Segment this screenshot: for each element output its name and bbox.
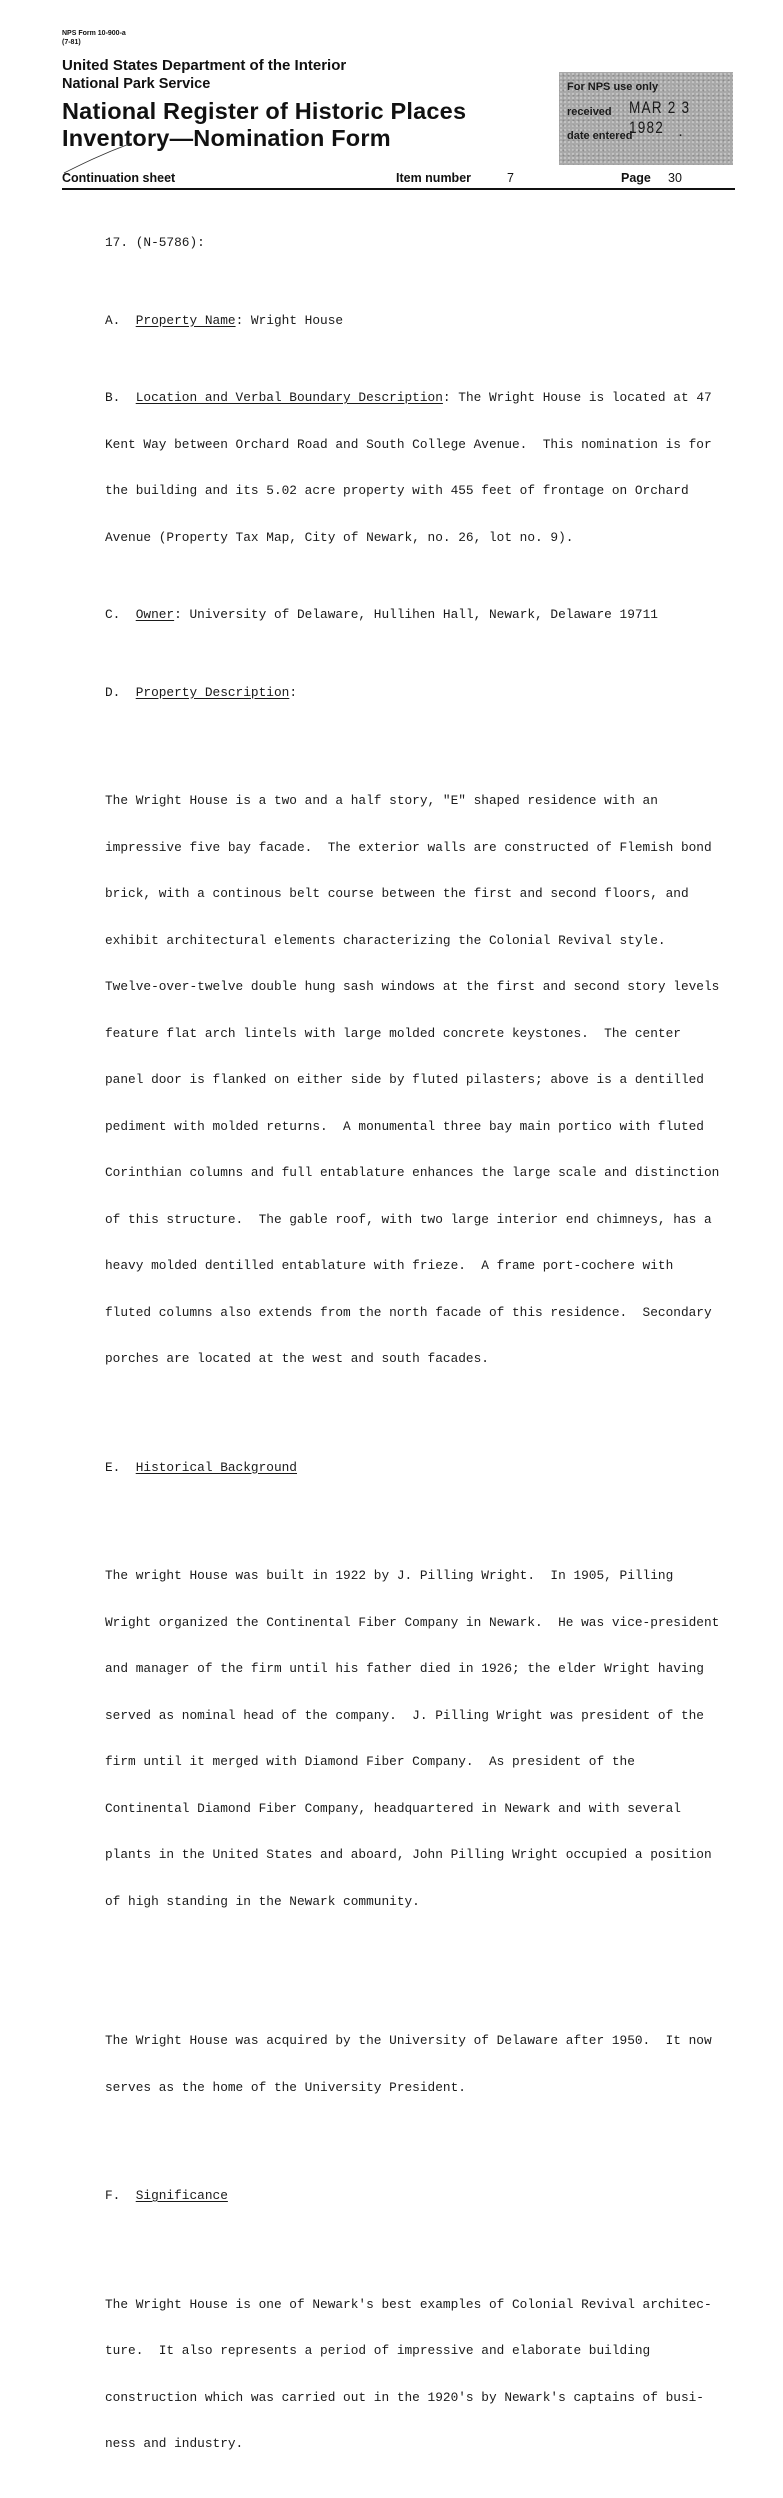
property-description-paragraph xyxy=(105,762,745,1398)
section-heading: Location and Verbal Boundary Description xyxy=(135,390,443,405)
document-body xyxy=(105,204,745,2498)
section-letter: F. xyxy=(105,2188,136,2203)
body-line: Continental Diamond Fiber Company, headquartered in Newark and with several xyxy=(105,1800,681,1816)
page-label: Page xyxy=(621,171,651,185)
body-line: Avenue (Property Tax Map, City of Newark, no. 26, lot no. 9). xyxy=(105,529,574,545)
body-line: Corinthian columns and full entablature enhances the large scale and distinction xyxy=(105,1165,720,1180)
body-line: construction which was carried out in the 1920's by Newark's captains of busi- xyxy=(105,2389,704,2405)
form-number xyxy=(62,29,126,47)
body-line: plants in the United States and aboard, John Pilling Wright occupied a position xyxy=(105,1847,712,1862)
section-heading: Property Description xyxy=(135,684,290,700)
continuation-sheet-label: Continuation sheet xyxy=(62,171,176,185)
body-line: serves as the home of the University President. xyxy=(105,2079,466,2095)
item-number-value: 7 xyxy=(507,171,514,185)
body-line: ness and industry. xyxy=(105,2436,244,2451)
body-line: impressive five bay facade. The exterior walls are constructed of Flemish bond xyxy=(105,839,712,855)
nps-use-stamp-box xyxy=(559,72,733,165)
received-date-stamp: MAR 2 3 1982 xyxy=(629,98,691,137)
section-letter: D. xyxy=(105,684,136,700)
date-entered-mark: · xyxy=(679,130,683,142)
body-line: of this structure. The gable roof, with two large interior end chimneys, has a xyxy=(105,1211,712,1227)
body-line: The Wright House was acquired by the University of Delaware after 1950. It now xyxy=(105,2033,712,2048)
section-heading: Owner xyxy=(135,607,175,622)
body-line: : The Wright House is located at 47 xyxy=(442,390,712,405)
nps-use-label: For NPS use only xyxy=(567,81,659,93)
item-number-label: Item number xyxy=(396,171,472,185)
header-rule xyxy=(62,188,735,190)
body-line: brick, with a continous belt course between the first and second floors, and xyxy=(105,886,689,901)
section-b xyxy=(105,390,745,406)
entry-number: 17. (N-5786): xyxy=(105,235,205,250)
form-title-line-2: Inventory—Nomination Form xyxy=(62,125,391,151)
section-text: : Wright House xyxy=(235,312,344,328)
body-line: of high standing in the Newark community. xyxy=(105,1893,420,1909)
page-number: 30 xyxy=(668,171,682,185)
section-letter: C. xyxy=(105,607,136,622)
historical-background-paragraph-2 xyxy=(105,2002,745,2126)
section-heading: Property Name xyxy=(135,312,236,328)
section-text: : University of Delaware, Hullihen Hall, Newark, Delaware 19711 xyxy=(174,607,658,622)
section-letter: A. xyxy=(105,312,136,328)
body-line: ture. It also represents a period of impressive and elaborate building xyxy=(105,2343,651,2358)
significance-paragraph xyxy=(105,2266,745,2483)
section-e xyxy=(105,1460,745,1476)
body-line: feature flat arch lintels with large molded concrete keystones. The center xyxy=(105,1025,681,1041)
section-heading: Significance xyxy=(135,2188,228,2203)
section-c xyxy=(105,607,745,623)
body-line: heavy molded dentilled entablature with frieze. A frame port-cochere with xyxy=(105,1258,674,1273)
body-line: and manager of the firm until his father died in 1926; the elder Wright having xyxy=(105,1661,704,1676)
received-label: received xyxy=(567,106,612,118)
section-letter: E. xyxy=(105,1459,136,1475)
body-line: exhibit architectural elements characterizing the Colonial Revival style. xyxy=(105,932,666,948)
body-line: fluted columns also extends from the north facade of this residence. Secondary xyxy=(105,1304,712,1320)
body-line: pediment with molded returns. A monumental three bay main portico with fluted xyxy=(105,1118,704,1134)
body-line: firm until it merged with Diamond Fiber Company. As president of the xyxy=(105,1754,635,1769)
body-line: The wright House was built in 1922 by J. Pilling Wright. In 1905, Pilling xyxy=(105,1568,674,1583)
historical-background-paragraph-1 xyxy=(105,1537,745,1940)
section-heading: Historical Background xyxy=(135,1459,297,1475)
body-line: The Wright House is a two and a half story, "E" shaped residence with an xyxy=(105,793,658,808)
form-number-line: NPS Form 10-900-a xyxy=(62,30,126,37)
section-d xyxy=(105,685,745,701)
body-line: Kent Way between Orchard Road and South College Avenue. This nomination is for xyxy=(105,436,712,452)
body-line: panel door is flanked on either side by fluted pilasters; above is a dentilled xyxy=(105,1072,704,1087)
service-name: National Park Service xyxy=(62,76,211,92)
body-line: porches are located at the west and south facades. xyxy=(105,1351,489,1366)
body-line: The Wright House is one of Newark's best examples of Colonial Revival architec- xyxy=(105,2296,712,2312)
form-title-line-1: National Register of Historic Places xyxy=(62,98,467,124)
section-suffix: : xyxy=(289,684,297,700)
date-entered-label: date entered xyxy=(567,130,633,142)
body-line: Twelve-over-twelve double hung sash windows at the first and second story levels xyxy=(105,979,720,994)
section-a xyxy=(105,313,745,329)
form-revision-line: (7-81) xyxy=(62,39,81,46)
section-f xyxy=(105,2188,745,2204)
body-line: Wright organized the Continental Fiber Company in Newark. He was vice-president xyxy=(105,1614,720,1630)
body-line: served as nominal head of the company. J. Pilling Wright was president of the xyxy=(105,1707,704,1723)
department-name: United States Department of the Interior xyxy=(62,57,347,74)
section-letter: B. xyxy=(105,390,136,405)
body-line: the building and its 5.02 acre property with 455 feet of frontage on Orchard xyxy=(105,483,689,498)
